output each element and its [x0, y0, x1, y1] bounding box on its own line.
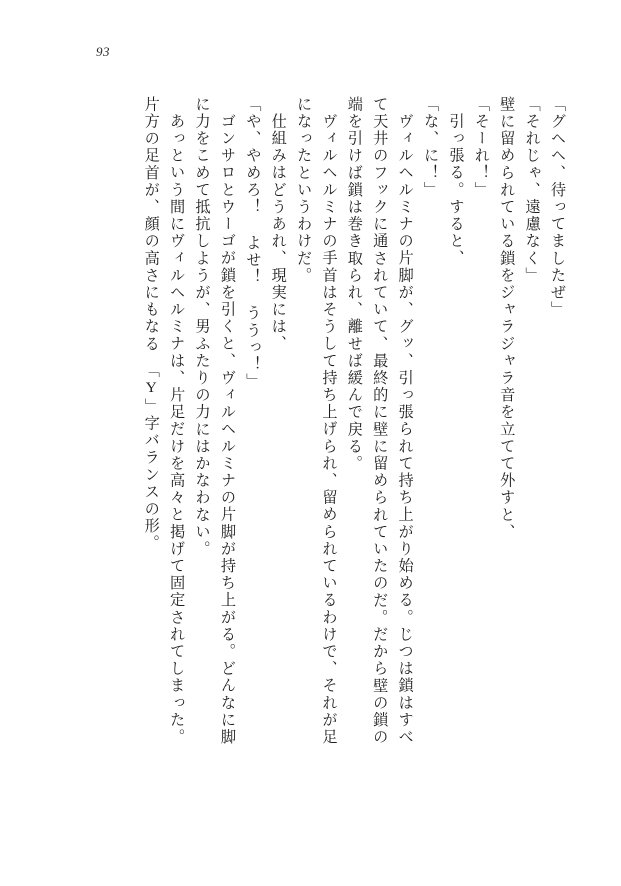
- text-line: に力をこめて抵抗しようが、男ふたりの力にはかなわない。: [193, 96, 211, 558]
- text-line: ヴィルヘルミナの片脚が、グッ、引っ張られて持ち上がり始める。じつは鎖はすべ: [396, 113, 414, 746]
- text-line: 「それじゃ、遠慮なく」: [523, 96, 541, 285]
- vertical-text-body: [60, 96, 565, 796]
- text-line: ゴンサロとウーゴが鎖を引くと、ヴィルヘルミナの片脚が持ち上がる。どんなに脚: [218, 113, 236, 746]
- text-line: 「な、に！」: [422, 96, 440, 199]
- text-line: ヴィルヘルミナの手首はそうして持ち上げられ、留められているわけで、それが足: [320, 113, 338, 746]
- text-line: 仕組みはどうあれ、現実には、: [269, 113, 287, 353]
- text-line: 壁に留められている鎖をジャラジャラ音を立てて外すと、: [498, 96, 516, 541]
- text-line: あっという間にヴィルヘルミナは、片足だけを高々と掲げて固定されてしまった。: [168, 113, 186, 746]
- text-line: 引っ張る。すると、: [447, 113, 465, 267]
- text-line: 「そーれ！」: [472, 96, 490, 199]
- text-line: になったというわけだ。: [295, 96, 313, 285]
- text-line: 片方の足首が、顔の高さにもなる 「Y」字バランスの形。: [142, 96, 160, 552]
- page-number: 93: [96, 44, 110, 59]
- text-line: 端を引けば鎖は巻き取られ、離せば緩んで戻る。: [345, 96, 363, 473]
- text-line: 「や、やめろ！ よせ！ ううっ！」: [244, 96, 262, 391]
- text-line: 「グヘヘ、待ってましたぜ」: [549, 96, 566, 319]
- text-line: て天井のフックに通されていて、最終的に壁に留められていたのだ。だから壁の鎖の: [371, 96, 389, 746]
